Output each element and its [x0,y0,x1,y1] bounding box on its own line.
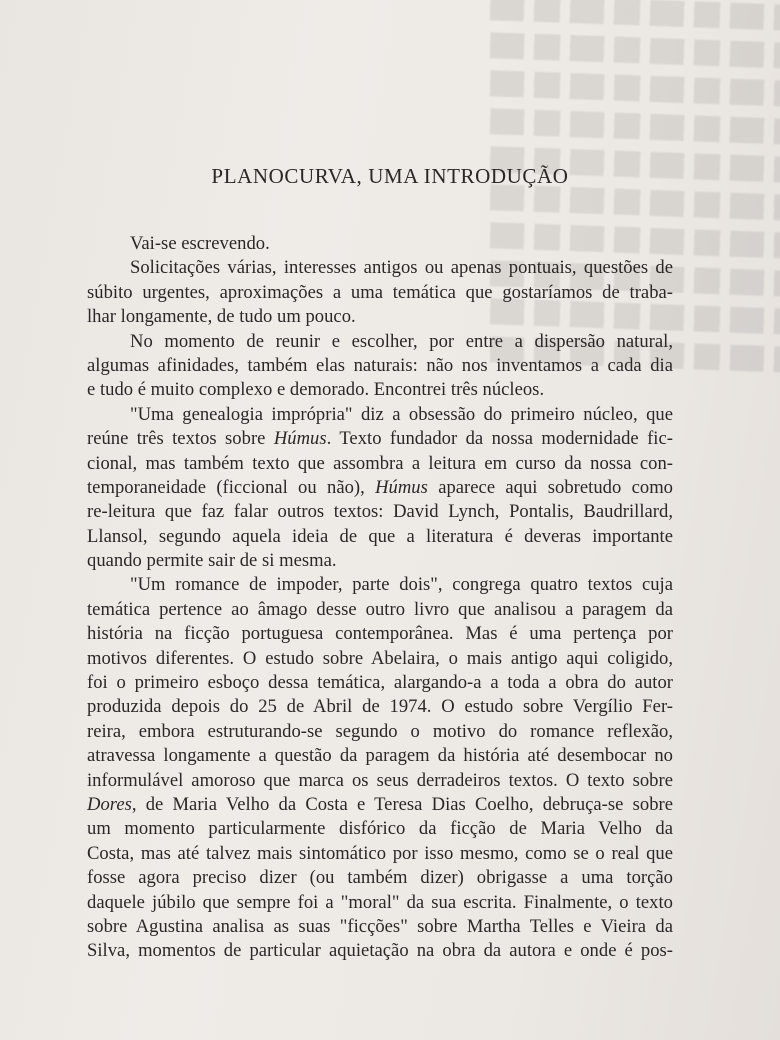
text-line: lhar longamente, de tudo um pouco. [87,306,356,328]
text-run: temporaneidade (ficcional ou não), [87,476,376,498]
text-line: informulável amoroso que marca os seus derradeiros textos. O texto sobre [87,769,673,791]
text-line: Solicitações várias, interesses antigos ou apenas pontuais, questões de [130,257,673,279]
text-line: fosse agora preciso dizer (ou também dizer) obrigasse a uma torção [87,867,673,889]
italic-title: Húmus [273,428,327,450]
text-line: quando permite sair de si mesma. [87,550,337,572]
text-line [87,476,673,500]
text-line: atravessa longamente a questão da paragem da história até desembocar no [87,745,673,767]
text-line: foi o primeiro esboço dessa temática, alargando-a a toda a obra do autor [87,672,673,694]
text-line: temática pertence ao âmago desse outro livro que analisou a paragem da [87,598,673,620]
text-line: No momento de reunir e escolher, por entre a dispersão natural, [130,330,673,352]
text-line [87,793,673,817]
text-line: reira, embora estruturando-se segundo o motivo do romance reflexão, [87,720,673,742]
text-run: . Texto fundador da nossa modernidade fic- [326,428,673,450]
text-line: um momento particularmente disfórico da ficção de Maria Velho da [87,818,673,840]
text-run: aparece aqui sobretudo como [427,476,673,498]
text-line: sobre Agustina analisa as suas "ficções" sobre Martha Telles e Vieira da [87,915,673,937]
text-line: Silva, momentos de particular aquietação na obra da autora e onde é pos- [87,940,673,962]
text-line: Vai-se escrevendo. [130,233,270,254]
text-line: re-leitura que faz falar outros textos: David Lynch, Pontalis, Baudrillard, [87,501,673,523]
text-line: Llansol, segundo aquela ideia de que a literatura é deveras importante [87,525,673,547]
text-line: produzida depois do 25 de Abril de 1974. O estudo sobre Vergílio Fer- [87,696,673,718]
text-line: Costa, mas até talvez mais sintomático por isso mesmo, como se o real que [87,842,673,864]
text-line: motivos diferentes. O estudo sobre Abelaira, o mais antigo aqui coligido, [87,647,673,669]
text-run: , de Maria Velho da Costa e Teresa Dias Coelho, debruça-se sobre [131,793,673,815]
body-text [87,232,673,964]
text-line: súbito urgentes, aproximações a uma temática que gostaríamos de traba- [87,281,673,303]
text-line: algumas afinidades, também elas naturais: não nos inventamos a cada dia [87,354,673,376]
text-line [87,427,673,451]
text-line: história na ficção portuguesa contemporânea. Mas é uma pertença por [87,623,673,645]
chapter-heading: PLANOCURVA, UMA INTRODUÇÃO [211,164,569,188]
text-run: reúne três textos sobre [87,428,274,450]
italic-title: Húmus [375,476,428,498]
italic-title: Dores [87,793,132,815]
text-line: e tudo é muito complexo e demorado. Encontrei três núcleos. [87,379,545,401]
text-line: cional, mas também texto que assombra a leitura em curso da nossa con- [87,452,673,474]
text-line: daquele júbilo que sempre foi a "moral" da sua escrita. Finalmente, o texto [87,891,673,913]
text-line: "Uma genealogia imprópria" diz a obsessão do primeiro núcleo, que [130,403,673,425]
text-line: "Um romance de impoder, parte dois", congrega quatro textos cuja [130,574,673,596]
